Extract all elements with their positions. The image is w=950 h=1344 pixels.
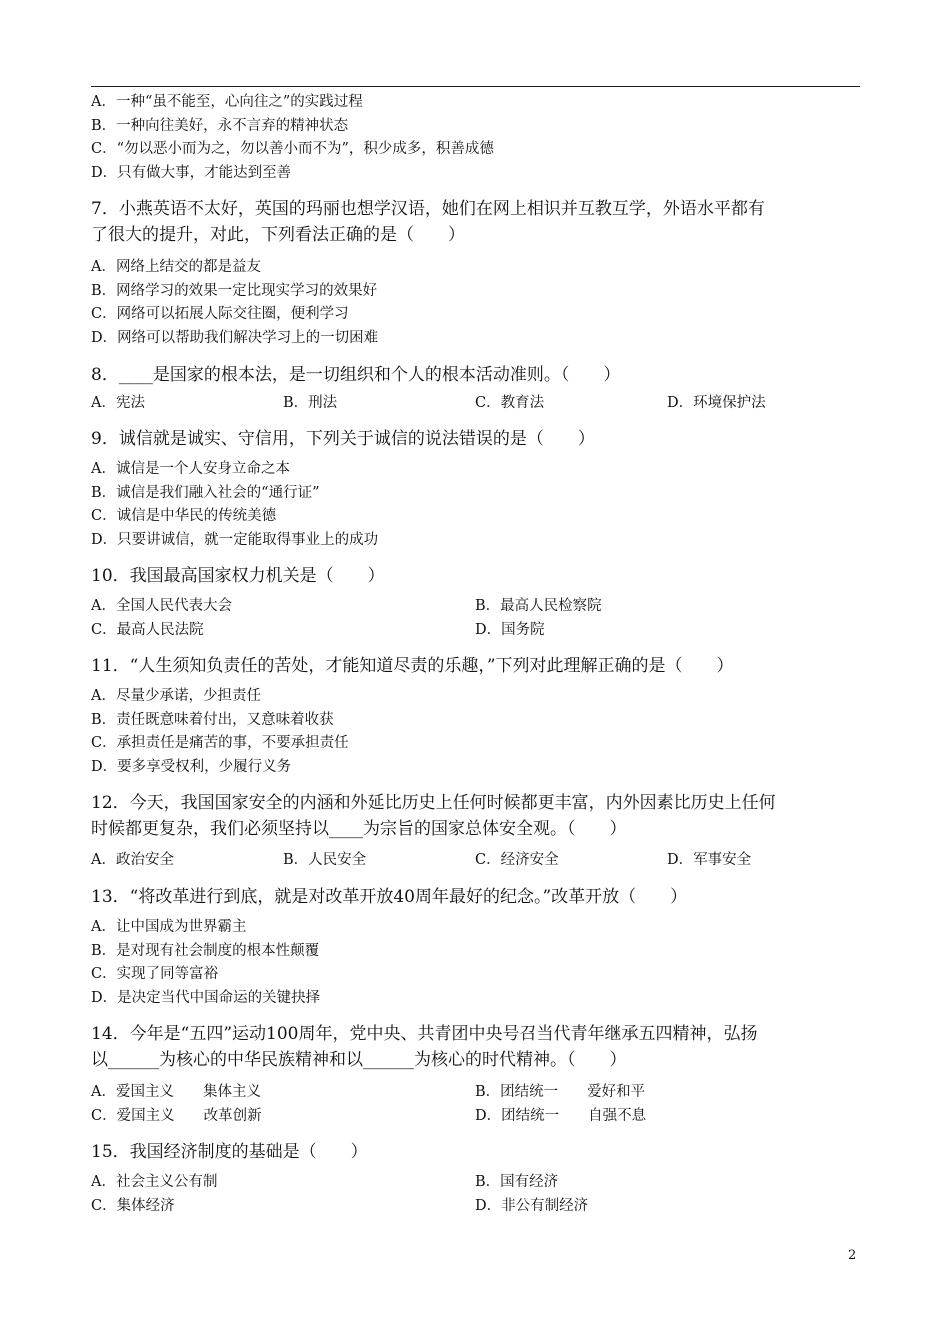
- q7-option-a: A．网络上结交的都是益友: [91, 259, 261, 275]
- q11-stem: 11．“人生须知负责任的苦处，才能知道尽责的乐趣，”下列对此理解正确的是（ ）: [91, 656, 734, 676]
- question-15-options: [91, 1171, 860, 1218]
- q14-option-b: B．团结统一 爱好和平: [475, 1084, 646, 1100]
- q8-stem: 8．____是国家的根本法，是一切组织和个人的根本活动准则。（ ）: [91, 365, 621, 385]
- q13-option-b: B．是对现有社会制度的根本性颠覆: [91, 942, 320, 959]
- q15-stem: 15．我国经济制度的基础是（ ）: [91, 1142, 368, 1162]
- q14-option-c: C．爱国主义 改革创新: [91, 1107, 262, 1124]
- q6-option-d: D．只有做大事，才能达到至善: [91, 164, 292, 181]
- q9-option-d: D．只要讲诚信，就一定能取得事业上的成功: [91, 531, 379, 548]
- q9-option-a: A．诚信是一个人安身立命之本: [91, 461, 290, 477]
- q12-stem-line2: 时候都更复杂，我们必须坚持以____为宗旨的国家总体安全观。（ ）: [91, 819, 627, 839]
- q8-option-d: D．环境保护法: [667, 395, 766, 411]
- q13-option-a: A．让中国成为世界霸主: [91, 919, 247, 935]
- q12-option-b: B．人民安全: [283, 852, 367, 868]
- q13-option-c: C．实现了同等富裕: [91, 966, 219, 982]
- question-10: [91, 563, 860, 589]
- q7-option-c: C．网络可以拓展人际交往圈，便利学习: [91, 306, 349, 322]
- q6-option-a: A．一种“虽不能至，心向往之”的实践过程: [91, 94, 363, 110]
- q11-option-d: D．要多享受权利，少履行义务: [91, 758, 292, 775]
- question-11: [91, 653, 860, 679]
- q10-option-d: D．国务院: [475, 621, 545, 638]
- question-8: [91, 362, 860, 388]
- q15-option-d: D．非公有制经济: [475, 1197, 589, 1214]
- question-7: [91, 196, 860, 248]
- q9-option-b: B．诚信是我们融入社会的“通行证”: [91, 484, 320, 501]
- question-15: [91, 1139, 860, 1165]
- q14-stem-line2: 以______为核心的中华民族精神和以______为核心的时代精神。（ ）: [91, 1050, 627, 1070]
- q12-option-a: A．政治安全: [91, 852, 174, 868]
- q10-option-b: B．最高人民检察院: [475, 598, 602, 614]
- q10-stem: 10．我国最高国家权力机关是（ ）: [91, 566, 385, 586]
- q6-option-c: C．“勿以恶小而为之，勿以善小而不为”，积少成多，积善成德: [91, 141, 494, 157]
- question-9-options: [91, 458, 860, 552]
- question-10-options: [91, 595, 860, 642]
- q11-option-a: A．尽量少承诺，少担责任: [91, 688, 261, 704]
- q12-option-c: C．经济安全: [475, 852, 559, 868]
- q7-stem-line2: 了很大的提升，对此，下列看法正确的是（ ）: [91, 225, 465, 245]
- q7-stem-line1: 7．小燕英语不太好，英国的玛丽也想学汉语，她们在网上相识并互教互学，外语水平都有: [91, 199, 765, 219]
- question-11-options: [91, 685, 860, 779]
- q11-option-c: C．承担责任是痛苦的事，不要承担责任: [91, 735, 349, 751]
- q7-option-b: B．网络学习的效果一定比现实学习的效果好: [91, 282, 378, 299]
- q9-option-c: C．诚信是中华民的传统美德: [91, 508, 277, 524]
- q15-option-a: A．社会主义公有制: [91, 1174, 218, 1190]
- question-7-options: [91, 256, 860, 350]
- header-rule: [91, 86, 860, 87]
- q7-option-d: D．网络可以帮助我们解决学习上的一切困难: [91, 329, 379, 346]
- question-12-options: [91, 849, 860, 873]
- q14-stem-line1: 14．今年是“五四”运动100周年，党中央、共青团中央号召当代青年继承五四精神，弘扬: [91, 1024, 758, 1044]
- q14-option-d: D．团结统一 自强不息: [475, 1107, 647, 1124]
- question-12: [91, 790, 860, 842]
- q9-stem: 9．诚信就是诚实、守信用，下列关于诚信的说法错误的是（ ）: [91, 429, 595, 449]
- question-13: [91, 884, 860, 910]
- question-14-options: [91, 1081, 860, 1128]
- q8-option-c: C．教育法: [475, 395, 545, 411]
- question-6-options: [91, 91, 860, 185]
- q12-option-d: D．军事安全: [667, 852, 752, 868]
- q8-option-a: A．宪法: [91, 395, 145, 411]
- q14-option-a: A．爱国主义 集体主义: [91, 1084, 261, 1100]
- question-13-options: [91, 916, 860, 1010]
- q13-stem: 13．“将改革进行到底，就是对改革开放40周年最好的纪念。”改革开放（ ）: [91, 887, 688, 907]
- question-8-options: [91, 392, 860, 416]
- q6-option-b: B．一种向往美好，永不言弃的精神状态: [91, 117, 349, 134]
- q10-option-c: C．最高人民法院: [91, 621, 204, 638]
- q15-option-b: B．国有经济: [475, 1174, 559, 1190]
- q10-option-a: A．全国人民代表大会: [91, 598, 232, 614]
- question-14: [91, 1021, 860, 1073]
- q12-stem-line1: 12．今天，我国国家安全的内涵和外延比历史上任何时候都更丰富，内外因素比历史上任何: [91, 793, 776, 813]
- q11-option-b: B．责任既意味着付出，又意味着收获: [91, 711, 334, 728]
- q13-option-d: D．是决定当代中国命运的关键抉择: [91, 989, 321, 1006]
- question-9: [91, 426, 860, 452]
- page-number: 2: [848, 1248, 857, 1263]
- q8-option-b: B．刑法: [283, 395, 338, 411]
- q15-option-c: C．集体经济: [91, 1197, 175, 1214]
